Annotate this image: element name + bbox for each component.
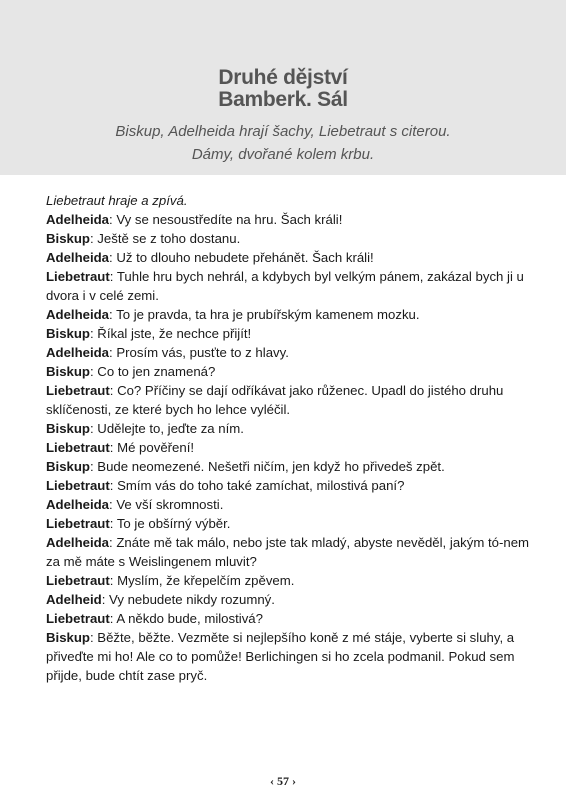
dialogue-text: : To je pravda, ta hra je prubířským kamenem mozku. bbox=[109, 307, 420, 322]
dialogue-lines bbox=[46, 210, 530, 685]
speaker-name: Liebetraut bbox=[46, 611, 110, 626]
dialogue-line bbox=[46, 210, 530, 229]
speaker-name: Biskup bbox=[46, 421, 90, 436]
dialogue-text: : Myslím, že křepelčím zpěvem. bbox=[109, 573, 295, 588]
dialogue-text: : Vy nebudete nikdy rozumný. bbox=[101, 592, 275, 607]
speaker-name: Biskup bbox=[46, 630, 90, 645]
scene-description-line-1: Biskup, Adelheida hrají šachy, Liebetraut s citerou. bbox=[115, 123, 451, 140]
speaker-name: Liebetraut bbox=[46, 383, 110, 398]
dialogue-line bbox=[46, 362, 530, 381]
dialogue-text: : Smím vás do toho také zamíchat, milostivá paní? bbox=[109, 478, 405, 493]
dialogue-text: : Mé pověření! bbox=[109, 440, 195, 455]
speaker-name: Adelheida bbox=[46, 212, 110, 227]
speaker-name: Liebetraut bbox=[46, 516, 110, 531]
dialogue-text: : Ještě se z toho dostanu. bbox=[89, 231, 241, 246]
dialogue-line bbox=[46, 438, 530, 457]
dialogue-text: : Ve vší skromnosti. bbox=[109, 497, 224, 512]
dialogue-text: : Znáte mě tak málo, nebo jste tak mladý, abyste nevěděl, jakým tó-nem za mě máte s Weislingenem mluvit? bbox=[46, 535, 530, 569]
dialogue-text: : Udělejte to, jeďte za ním. bbox=[89, 421, 244, 436]
dialogue-line bbox=[46, 381, 530, 419]
dialogue-text: : Běžte, běžte. Vezměte si nejlepšího koně z mé stáje, vyberte si sluhy, a přiveďte mi ho! Ale co to pomůže! Berlichingen si ho zcela podmanil. Pokud sem přijde, bude chtít zase pryč. bbox=[46, 630, 515, 683]
scene-description-line-2: Dámy, dvořané kolem krbu. bbox=[191, 146, 375, 163]
dialogue-line bbox=[46, 533, 530, 571]
speaker-name: Adelheida bbox=[46, 250, 110, 265]
scene-location: Bamberk. Sál bbox=[218, 88, 348, 111]
dialogue-text: : To je obšírný výběr. bbox=[109, 516, 231, 531]
dialogue-text: : Říkal jste, že nechce přijít! bbox=[89, 326, 252, 341]
speaker-name: Biskup bbox=[46, 326, 90, 341]
dialogue-body bbox=[46, 191, 530, 685]
dialogue-text: : Co to jen znamená? bbox=[89, 364, 216, 379]
speaker-name: Liebetraut bbox=[46, 269, 110, 284]
speaker-name: Adelheida bbox=[46, 497, 110, 512]
stage-direction: Liebetraut hraje a zpívá. bbox=[46, 193, 188, 208]
page-number: ‹ 57 › bbox=[270, 774, 296, 788]
speaker-name: Liebetraut bbox=[46, 573, 110, 588]
speaker-name: Biskup bbox=[46, 459, 90, 474]
dialogue-text: : Tuhle hru bych nehrál, a kdybych byl velkým pánem, zakázal bych ji u dvora i v celé zemi. bbox=[46, 269, 524, 303]
dialogue-line bbox=[46, 305, 530, 324]
speaker-name: Adelheida bbox=[46, 345, 110, 360]
dialogue-line bbox=[46, 609, 530, 628]
dialogue-line bbox=[46, 514, 530, 533]
speaker-name: Liebetraut bbox=[46, 440, 110, 455]
dialogue-text: : A někdo bude, milostivá? bbox=[109, 611, 263, 626]
dialogue-line bbox=[46, 628, 530, 685]
speaker-name: Biskup bbox=[46, 231, 90, 246]
dialogue-text: : Bude neomezené. Nešetři ničím, jen když ho přivedeš zpět. bbox=[89, 459, 445, 474]
dialogue-text: : Vy se nesoustředíte na hru. Šach králi! bbox=[109, 212, 343, 227]
dialogue-line bbox=[46, 419, 530, 438]
dialogue-line bbox=[46, 457, 530, 476]
dialogue-line bbox=[46, 343, 530, 362]
speaker-name: Biskup bbox=[46, 364, 90, 379]
speaker-name: Liebetraut bbox=[46, 478, 110, 493]
dialogue-line bbox=[46, 590, 530, 609]
act-title: Druhé dějství bbox=[218, 66, 348, 89]
dialogue-line bbox=[46, 571, 530, 590]
speaker-name: Adelheid bbox=[46, 592, 102, 607]
dialogue-line bbox=[46, 248, 530, 267]
speaker-name: Adelheida bbox=[46, 307, 110, 322]
dialogue-line bbox=[46, 476, 530, 495]
speaker-name: Adelheida bbox=[46, 535, 110, 550]
dialogue-line bbox=[46, 267, 530, 305]
chapter-header-band bbox=[0, 0, 566, 175]
dialogue-line bbox=[46, 495, 530, 514]
dialogue-text: : Už to dlouho nebudete přehánět. Šach králi! bbox=[109, 250, 374, 265]
dialogue-text: : Co? Příčiny se dají odříkávat jako růženec. Upadl do jistého druhu sklíčenosti, ze které bych ho lehce vyléčil. bbox=[46, 383, 504, 417]
dialogue-line bbox=[46, 324, 530, 343]
dialogue-text: : Prosím vás, pusťte to z hlavy. bbox=[109, 345, 289, 360]
dialogue-line bbox=[46, 229, 530, 248]
